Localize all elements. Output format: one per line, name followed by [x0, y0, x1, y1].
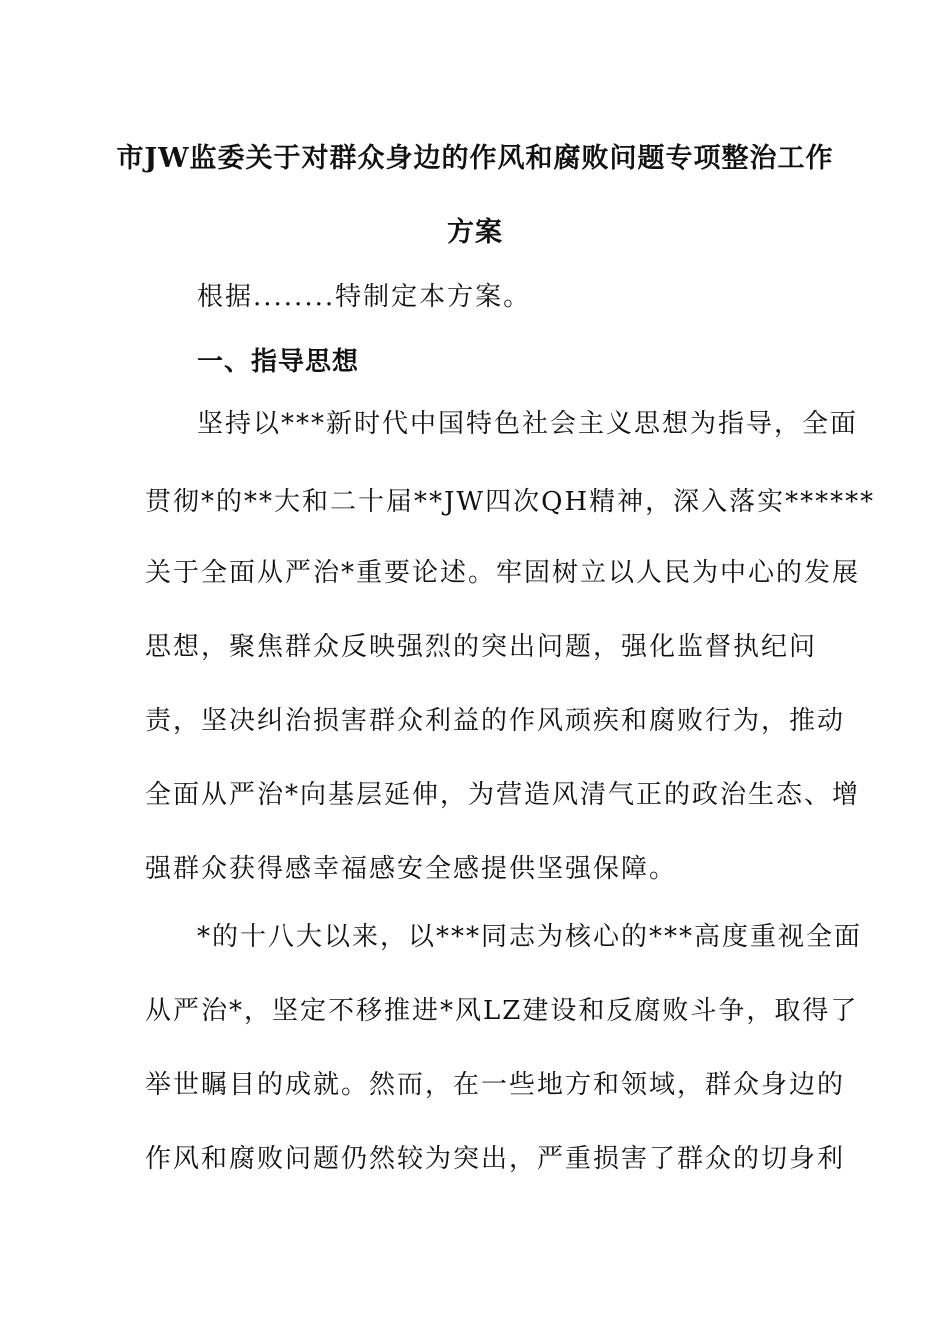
paragraph2-line: 从严治*，坚定不移推进*风LZ建设和反腐败斗争，取得了	[145, 996, 859, 1026]
intro-paragraph: 根据........特制定本方案。	[197, 282, 532, 312]
paragraph1-line: 思想，聚焦群众反映强烈的突出问题，强化监督执纪问	[145, 632, 818, 662]
paragraph2-line: 作风和腐败问题仍然较为突出，严重损害了群众的切身利	[145, 1144, 846, 1174]
paragraph2-line: 举世瞩目的成就。然而，在一些地方和领域，群众身边的	[145, 1070, 846, 1100]
document-title-line1: 市JW监委关于对群众身边的作风和腐败问题专项整治工作	[116, 143, 834, 174]
paragraph1-line: 责，坚决纠治损害群众利益的作风顽疾和腐败行为，推动	[145, 706, 846, 736]
paragraph2-line: *的十八大以来，以***同志为核心的***高度重视全面	[197, 922, 863, 952]
paragraph1-line: 关于全面从严治*重要论述。牢固树立以人民为中心的发展	[145, 558, 861, 588]
section-heading-guiding-thought: 一、指导思想	[197, 347, 360, 377]
paragraph1-line: 全面从严治*向基层延伸，为营造风清气正的政治生态、增	[145, 780, 861, 810]
document-title-line2: 方案	[447, 217, 503, 248]
paragraph1-line: 强群众获得感幸福感安全感提供坚强保障。	[145, 854, 678, 884]
paragraph1-line: 贯彻*的**大和二十届**JW四次QH精神，深入落实******	[145, 487, 876, 517]
paragraph1-line: 坚持以***新时代中国特色社会主义思想为指导，全面	[197, 409, 859, 439]
